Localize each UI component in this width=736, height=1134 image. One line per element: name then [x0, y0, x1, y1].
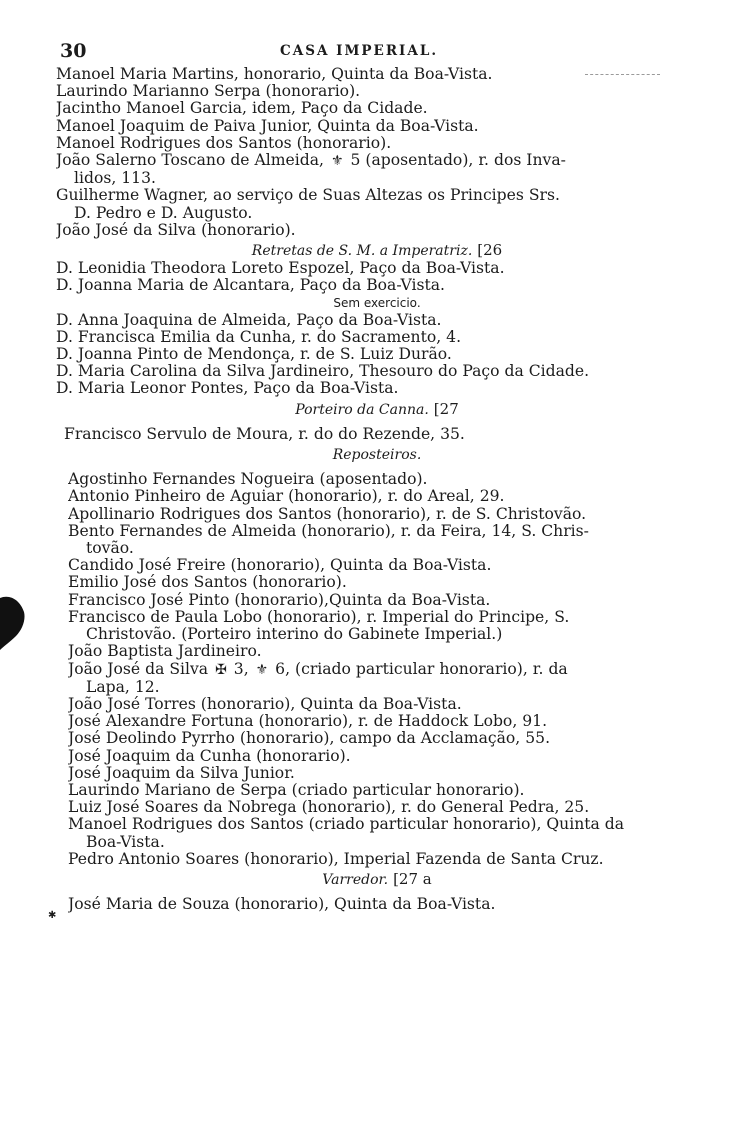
entry-text: João Salerno Toscano de Almeida, — [56, 152, 324, 170]
entry-text: 6, (criado particular honorario), r. da — [275, 660, 568, 678]
medal-icon: ⚜ — [255, 661, 269, 678]
entry: Francisco Servulo de Moura, r. do do Rezende, 35. — [64, 425, 465, 443]
entry: Candido José Freire (honorario), Quinta da Boa-Vista. — [68, 557, 492, 575]
section-ref: [27 — [433, 399, 459, 418]
section-varredor — [68, 896, 698, 913]
entry: Manoel Rodrigues dos Santos (honorario). — [56, 134, 392, 152]
entry-continuation: D. Pedro e D. Augusto. — [74, 204, 253, 222]
section-title: Varredor. — [322, 871, 389, 888]
entry: Guilherme Wagner, ao serviço de Suas Altezas os Principes Srs. — [56, 187, 560, 205]
entry: José Alexandre Fortuna (honorario), r. de Haddock Lobo, 91. — [68, 713, 548, 731]
entry — [56, 152, 698, 170]
section-heading-retretas — [56, 242, 698, 260]
entry: João José da Silva (honorario). — [56, 221, 296, 239]
entry: D. Anna Joaquina de Almeida, Paço da Boa-Vista. — [56, 311, 442, 329]
entry: José Deolindo Pyrrho (honorario), campo da Acclamação, 55. — [68, 730, 551, 748]
entry: D. Joanna Pinto de Mendonça, r. de S. Luiz Durão. — [56, 346, 452, 364]
entry — [68, 661, 698, 679]
section-title: Porteiro da Canna. — [295, 401, 429, 418]
section-title: Retretas de S. M. a Imperatriz. — [251, 243, 473, 260]
section-title: Reposteiros. — [332, 447, 422, 464]
entry: João José Torres (honorario), Quinta da Boa-Vista. — [68, 695, 462, 713]
entry-continuation: Boa-Vista. — [86, 833, 165, 851]
entry: D. Joanna Maria de Alcantara, Paço da Boa-Vista. — [56, 277, 445, 295]
entry: Francisco de Paula Lobo (honorario), r. Imperial do Principe, S. — [68, 608, 570, 626]
entry-text: 5 (aposentado), r. dos Inva- — [350, 152, 566, 170]
margin-star-icon: ✱ — [48, 910, 57, 921]
page-number: 30 — [60, 40, 87, 62]
entry: Luiz José Soares da Nobrega (honorario), r. do General Pedra, 25. — [68, 799, 590, 817]
page-body — [56, 66, 698, 913]
section-ref: [26 — [477, 241, 503, 260]
entry: D. Leonidia Theodora Loreto Espozel, Paço da Boa-Vista. — [56, 260, 505, 278]
entry: Manoel Maria Martins, honorario, Quinta da Boa-Vista. — [56, 66, 493, 83]
entry-continuation: lidos, 113. — [74, 170, 156, 188]
entry: José Joaquim da Silva Junior. — [68, 764, 295, 782]
entry: José Maria de Souza (honorario), Quinta da Boa-Vista. — [68, 896, 496, 914]
running-title: CASA IMPERIAL. — [280, 43, 439, 59]
entry: D. Francisca Emilia da Cunha, r. do Sacramento, 4. — [56, 328, 462, 346]
entry-continuation: tovão. — [86, 540, 134, 558]
cross-icon: ✠ — [215, 661, 227, 678]
section-heading-porteiro — [56, 401, 698, 419]
entry: Laurindo Marianno Serpa (honorario). — [56, 83, 361, 101]
section-heading-varredor — [56, 871, 698, 889]
entry: Antonio Pinheiro de Aguiar (honorario), r. do Areal, 29. — [68, 488, 505, 506]
margin-blot-icon — [0, 590, 26, 654]
entry: Manoel Rodrigues dos Santos (criado particular honorario), Quinta da — [68, 816, 625, 834]
entry: João Baptista Jardineiro. — [68, 643, 262, 661]
entry-continuation: Lapa, 12. — [86, 678, 160, 696]
entry: Emilio José dos Santos (honorario). — [68, 574, 347, 592]
section-reposteiros — [68, 471, 698, 868]
entry: D. Maria Leonor Pontes, Paço da Boa-Vista. — [56, 380, 399, 398]
entry-text: João José da Silva — [68, 660, 209, 678]
entry: Laurindo Mariano de Serpa (criado particular honorario). — [68, 781, 525, 799]
entry: Manoel Joaquim de Paiva Junior, Quinta da Boa-Vista. — [56, 117, 479, 135]
entry: Bento Fernandes de Almeida (honorario), r. da Feira, 14, S. Chris- — [68, 522, 589, 540]
entry: José Joaquim da Cunha (honorario). — [68, 747, 351, 765]
entry: Pedro Antonio Soares (honorario), Imperial Fazenda de Santa Cruz. — [68, 850, 604, 868]
entry: Agostinho Fernandes Nogueira (aposentado). — [68, 471, 428, 489]
entry: Francisco José Pinto (honorario),Quinta da Boa-Vista. — [68, 591, 491, 609]
section-continued-list — [56, 66, 698, 239]
section-heading-reposteiros — [56, 446, 698, 464]
entry-text: 3, — [233, 660, 249, 678]
page-header — [60, 40, 660, 66]
section-ref: [27 a — [393, 869, 432, 888]
sub-caption: Sem exercicio. — [333, 295, 421, 310]
section-retretas — [56, 260, 698, 397]
entry: Jacintho Manoel Garcia, idem, Paço da Cidade. — [56, 100, 428, 118]
entry: Apollinario Rodrigues dos Santos (honorario), r. de S. Christovão. — [68, 505, 587, 523]
medal-icon: ⚜ — [330, 153, 344, 170]
entry-continuation: Christovão. (Porteiro interino do Gabinete Imperial.) — [86, 626, 503, 644]
section-porteiro — [64, 426, 698, 443]
entry: D. Maria Carolina da Silva Jardineiro, Thesouro do Paço da Cidade. — [56, 363, 590, 381]
